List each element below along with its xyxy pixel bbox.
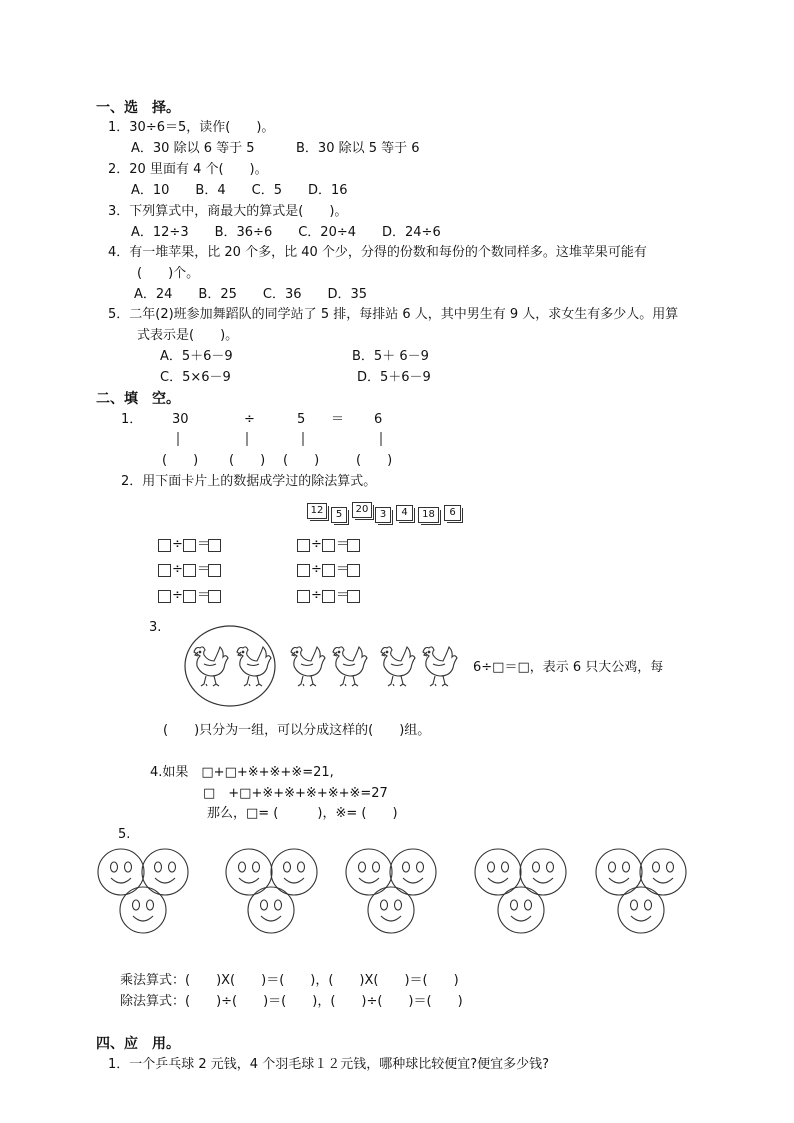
- q4-options: A．24 B．25 C．36 D．35: [134, 287, 368, 302]
- number-card: 3: [375, 507, 391, 523]
- answer-box[interactable]: [322, 539, 335, 552]
- fill-1-blank-4[interactable]: ( ): [356, 453, 393, 468]
- question-4: 4．有一堆苹果，比 20 个多，比 40 个少，分得的份数和每份的个数同样多。这堆苹果可能有: [108, 245, 647, 260]
- question-1: 1．30÷6＝5，读作( )。: [108, 120, 275, 135]
- div-sign: ÷: [172, 537, 183, 552]
- fill-4-line-1: 4.如果 □+□+※+※+※=21,: [150, 765, 334, 780]
- answer-box[interactable]: [158, 590, 171, 603]
- question-2: 2．20 里面有 4 个( )。: [108, 162, 268, 177]
- answer-box[interactable]: [208, 539, 221, 552]
- number-card: 4: [396, 505, 413, 521]
- q2-options: A．10 B．4 C．5 D．16: [131, 183, 348, 198]
- section-4-title: 四、应 用。: [96, 1036, 180, 1052]
- answer-box[interactable]: [183, 564, 196, 577]
- rooster-icon: [291, 647, 325, 686]
- division-equation-line: 除法算式：( )÷( )＝( )，( )÷( )＝( ): [120, 994, 463, 1009]
- smiley-face-icon: [248, 887, 294, 933]
- number-card: 18: [418, 507, 439, 523]
- smiley-group: [475, 849, 566, 933]
- answer-box[interactable]: [347, 564, 360, 577]
- smiley-group: [346, 849, 436, 933]
- smiley-groups-illustration: [0, 845, 794, 955]
- eq-sign: ＝: [197, 562, 211, 577]
- fill-1-blank-2[interactable]: ( ): [229, 453, 266, 468]
- multiplication-equation-line: 乘法算式：( )X( )＝( )，( )X( )＝( ): [120, 973, 459, 988]
- answer-box[interactable]: [297, 564, 310, 577]
- rooster-illustration: [0, 628, 794, 718]
- answer-box[interactable]: [183, 539, 196, 552]
- smiley-face-icon: [368, 887, 414, 933]
- question-5-cont: 式表示是( )。: [137, 328, 239, 343]
- box-equation: [158, 589, 221, 603]
- box-equation: [297, 589, 360, 603]
- answer-box[interactable]: [347, 590, 360, 603]
- fill-1-number: 1．: [121, 412, 143, 427]
- eq-sign: ＝: [336, 562, 350, 577]
- fill-1-quotient: 6: [374, 412, 383, 427]
- answer-box[interactable]: [322, 590, 335, 603]
- q5-option-b: B．5＋ 6－9: [352, 349, 429, 364]
- answer-box[interactable]: [158, 564, 171, 577]
- number-card: 12: [307, 503, 327, 519]
- smiley-face-icon: [120, 887, 166, 933]
- div-sign: ÷: [311, 588, 322, 603]
- eq-sign: ＝: [336, 588, 350, 603]
- fill-2-prompt: 2．用下面卡片上的数据成学过的除法算式。: [121, 474, 377, 489]
- question-4-cont: ( )个。: [137, 266, 200, 281]
- box-equation: [297, 538, 360, 552]
- fill-3-line-2: ( )只分为一组，可以分成这样的( )组。: [163, 723, 431, 738]
- number-card: 20: [352, 502, 372, 518]
- answer-box[interactable]: [208, 564, 221, 577]
- box-equation: [297, 563, 360, 577]
- eq-sign: ＝: [336, 537, 350, 552]
- answer-box[interactable]: [208, 590, 221, 603]
- fill-1-blank-3[interactable]: ( ): [283, 453, 320, 468]
- eq-sign: ＝: [197, 537, 211, 552]
- answer-box[interactable]: [297, 539, 310, 552]
- fill-4-line-2: □ +□+※+※+※+※+※=27: [203, 786, 388, 801]
- box-equation: [158, 563, 221, 577]
- smiley-face-icon: [498, 887, 544, 933]
- rooster-icon: [423, 647, 457, 686]
- fill-3-text: 6÷□＝□，表示 6 只大公鸡，每: [473, 660, 664, 675]
- fill-1-div-sign: ÷: [244, 412, 255, 427]
- q1-option-a: A．30 除以 6 等于 5: [131, 141, 255, 156]
- fill-1-eq-sign: ＝: [331, 412, 345, 427]
- rooster-icon: [237, 647, 271, 686]
- div-sign: ÷: [311, 537, 322, 552]
- fill-1-blank-1[interactable]: ( ): [162, 453, 199, 468]
- number-card: 6: [444, 505, 461, 521]
- eq-sign: ＝: [197, 588, 211, 603]
- smiley-group: [596, 849, 686, 933]
- rooster-icon: [333, 647, 367, 686]
- rooster-icon: [194, 647, 228, 686]
- fill-1-connector-lines: [0, 430, 794, 470]
- q3-options: A．12÷3 B．36÷6 C．20÷4 D．24÷6: [131, 225, 441, 240]
- number-card: 5: [331, 507, 347, 523]
- group-circle: [185, 626, 275, 706]
- fill-1-dividend: 30: [172, 412, 189, 427]
- section-2-title: 二、填 空。: [96, 391, 180, 407]
- div-sign: ÷: [172, 562, 183, 577]
- smiley-group: [226, 849, 317, 933]
- answer-box[interactable]: [347, 539, 360, 552]
- box-equation: [158, 538, 221, 552]
- div-sign: ÷: [172, 588, 183, 603]
- application-question-1: 1．一个乒乓球 2 元钱，4 个羽毛球１２元钱，哪种球比较便宜?便宜多少钱?: [108, 1057, 550, 1072]
- question-3: 3．下列算式中，商最大的算式是( )。: [108, 204, 348, 219]
- question-5: 5．二年(2)班参加舞蹈队的同学站了 5 排，每排站 6 人，其中男生有 9 人，求女生有多少人。用算: [108, 307, 679, 322]
- section-1-title: 一、选 择。: [96, 100, 180, 116]
- answer-box[interactable]: [322, 564, 335, 577]
- rooster-icon: [381, 647, 415, 686]
- q1-option-b: B．30 除以 5 等于 6: [296, 141, 420, 156]
- answer-box[interactable]: [158, 539, 171, 552]
- answer-box[interactable]: [183, 590, 196, 603]
- fill-4-line-3: 那么，□= ( )，※= ( ): [207, 806, 398, 821]
- fill-1-divisor: 5: [297, 412, 306, 427]
- smiley-group: [98, 849, 188, 933]
- div-sign: ÷: [311, 562, 322, 577]
- fill-5-number: 5.: [118, 827, 131, 842]
- q5-option-a: A．5＋6－9: [160, 349, 233, 364]
- fill-3-number: 3.: [149, 620, 162, 635]
- answer-box[interactable]: [297, 590, 310, 603]
- q5-option-d: D．5＋6－9: [357, 370, 431, 385]
- q5-option-c: C．5×6－9: [160, 370, 231, 385]
- smiley-face-icon: [618, 887, 664, 933]
